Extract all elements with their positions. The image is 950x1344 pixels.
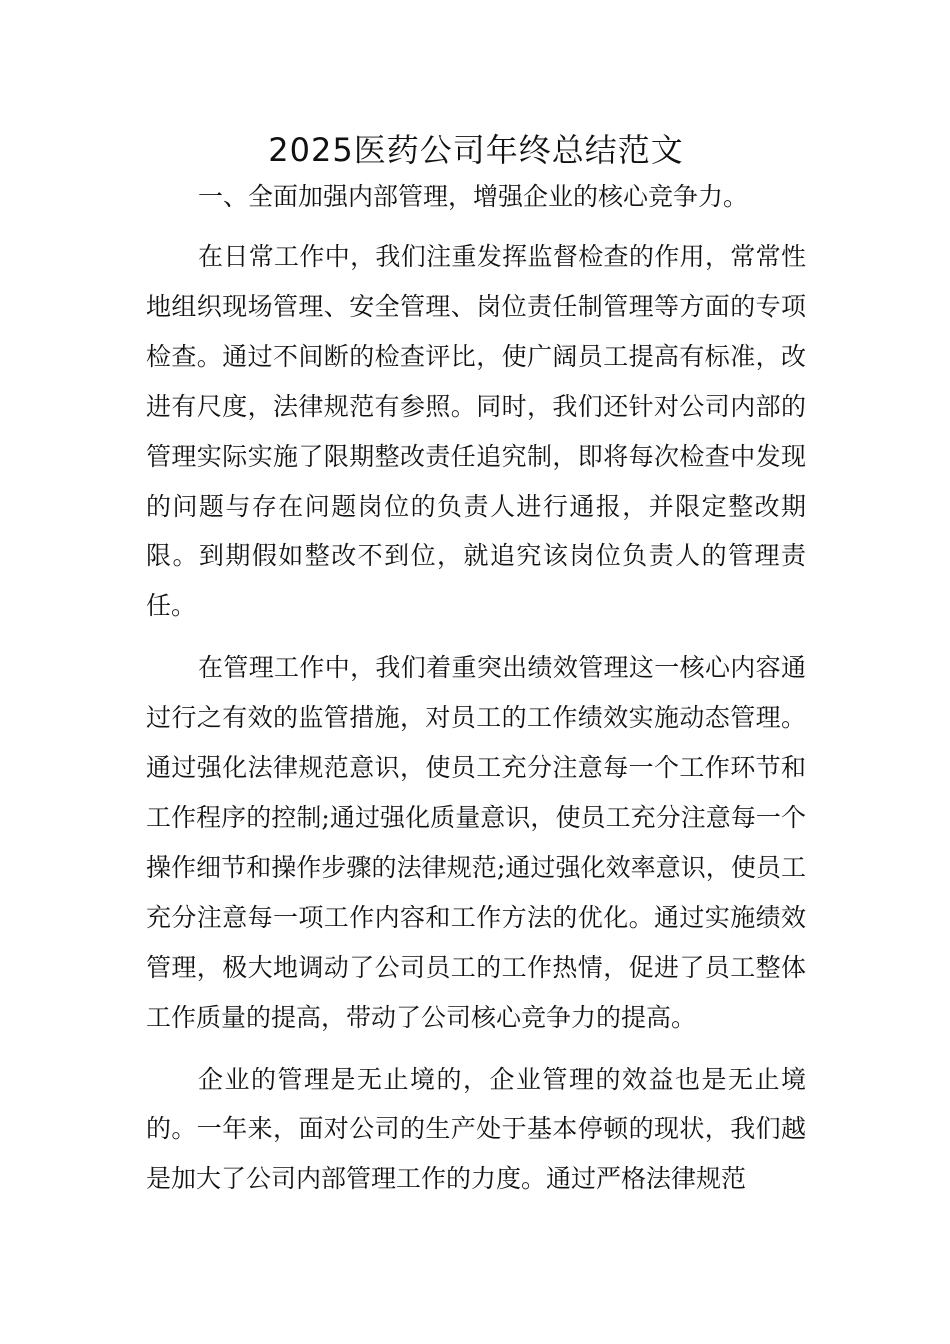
- document-title: 2025医药公司年终总结范文: [268, 131, 684, 169]
- document-page: [146, 126, 806, 1204]
- section-heading: 一、全面加强内部管理，增强企业的核心竞争力。: [198, 182, 749, 211]
- paragraph-management: 企业的管理是无止境的，企业管理的效益也是无止境的。一年来，面对公司的生产处于基本停顿的现状，我们越是加大了公司内部管理工作的力度。通过严格法律规范: [146, 1064, 806, 1194]
- paragraph-inspection: 在日常工作中，我们注重发挥监督检查的作用，常常性地组织现场管理、安全管理、岗位责任制管理等方面的专项检查。通过不间断的检查评比，使广阔员工提高有标准，改进有尺度，法律规范有参照。同时，我们还针对公司内部的管理实际实施了限期整改责任追究制，即将每次检查中发现的问题与存在问题岗位的负责人进行通报，并限定整改期限。到期假如整改不到位，就追究该岗位负责人的管理责任。: [146, 242, 806, 621]
- paragraph-performance: 在管理工作中，我们着重突出绩效管理这一核心内容通过行之有效的监管措施，对员工的工作绩效实施动态管理。通过强化法律规范意识，使员工充分注意每一个工作环节和工作程序的控制;通过强化质量意识，使员工充分注意每一个操作细节和操作步骤的法律规范;通过强化效率意识，使员工充分注意每一项工作内容和工作方法的优化。通过实施绩效管理，极大地调动了公司员工的工作热情，促进了员工整体工作质量的提高，带动了公司核心竞争力的提高。: [146, 653, 806, 1032]
